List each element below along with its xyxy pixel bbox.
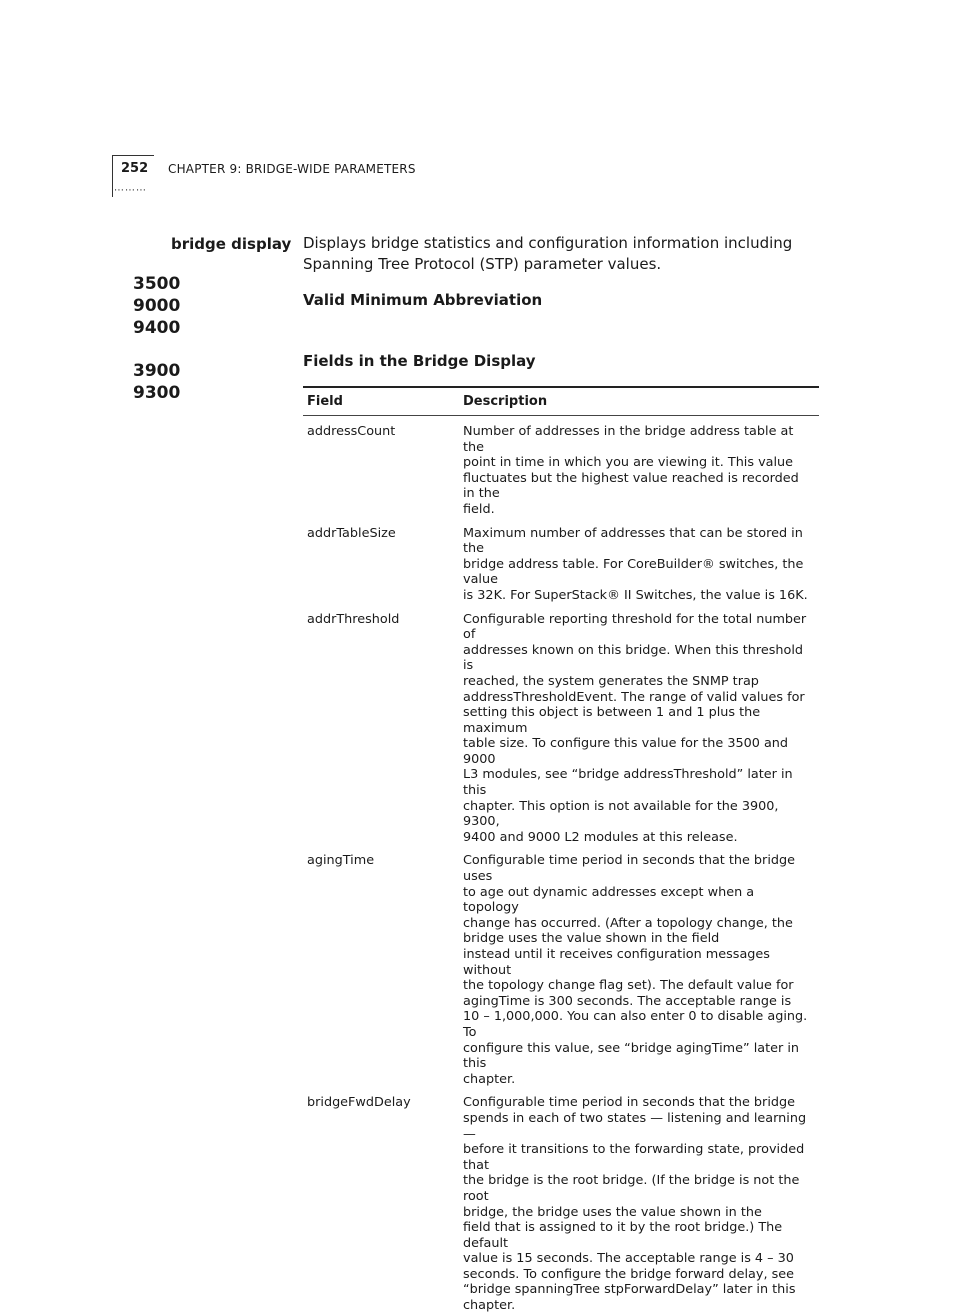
table-row [303,526,819,604]
corner-rule-vertical [112,155,113,197]
page-number: 252 [121,161,149,176]
column-header-description: Description [463,394,548,409]
field-description: Configurable time period in seconds that the bridge uses to age out dynamic addresses except when a topology change has occurred. (After a topology change, the bridge uses the value shown in the field instead until it receives configuration messages without the topology change flag set). The default value for agingTime is 300 seconds. The acceptable range is 10 – 1,000,000. You can also enter 0 to disable aging. To configure this value, see “bridge agingTime” later in this chapter. [463,853,808,1087]
field-name: agingTime [307,853,375,869]
platform-label: 3900 [133,361,181,381]
field-description: Configurable time period in seconds that the bridge spends in each of two states — listening and learning — before it transitions to the forwarding state, provided that the bridge is the root bridge. (If the bridge is not the root bridge, the bridge uses the value shown in the field that is assigned to it by the root bridge.) The default value is 15 seconds. The acceptable range is 4 – 30 seconds. To configure the bridge forward delay, see “bridge spanningTree stpForwardDelay” later in this chapter. [463,1095,807,1314]
field-name: addrTableSize [307,525,396,541]
intro-paragraph: Displays bridge statistics and configuration information including Spanning Tree Protocol (STP) parameter values. [303,234,793,273]
platform-group-2 [133,360,180,404]
fields-heading: Fields in the Bridge Display [303,352,536,370]
table-row [303,424,819,518]
chapter-title: CHAPTER 9: BRIDGE-WIDE PARAMETERS [168,162,416,176]
field-description: Configurable reporting threshold for the total number of addresses known on this bridge. When this threshold is reached, the system generates the SNMP trap addressThresholdEvent. The range of valid values for setting this object is between 1 and 1 plus the maximum table size. To configure this value for the 3500 and 9000 L3 modules, see “bridge addressThreshold” later in this chapter. This option is not available for the 3900, 9300, 9400 and 9000 L2 modules at this release. [463,611,807,845]
field-name: bridgeFwdDelay [307,1095,411,1111]
table-row [303,1095,819,1313]
table-header-row [303,388,819,416]
command-title: bridge display [171,235,292,253]
platform-label: 9000 [133,296,181,316]
fields-table [303,386,819,1314]
field-name: addrThreshold [307,611,400,627]
platform-label: 9300 [133,383,181,403]
field-description: Number of addresses in the bridge address table at the point in time in which you are viewing it. This value fluctuates but the highest value reached is recorded in the field. [463,424,799,517]
platform-label: 9400 [133,318,181,338]
field-description: Maximum number of addresses that can be stored in the bridge address table. For CoreBuilder® switches, the value is 32K. For SuperStack® II Switches, the value is 16K. [463,525,808,603]
field-name: addressCount [307,424,396,439]
table-row [303,853,819,1087]
platform-group-1 [133,273,180,339]
corner-rule-horizontal [112,155,154,156]
platform-label: 3500 [133,274,181,294]
table-row [303,612,819,846]
decorative-dots: ⋯⋯⋯ [114,185,147,196]
valid-abbreviation-heading: Valid Minimum Abbreviation [303,291,543,309]
column-header-field: Field [307,394,343,409]
